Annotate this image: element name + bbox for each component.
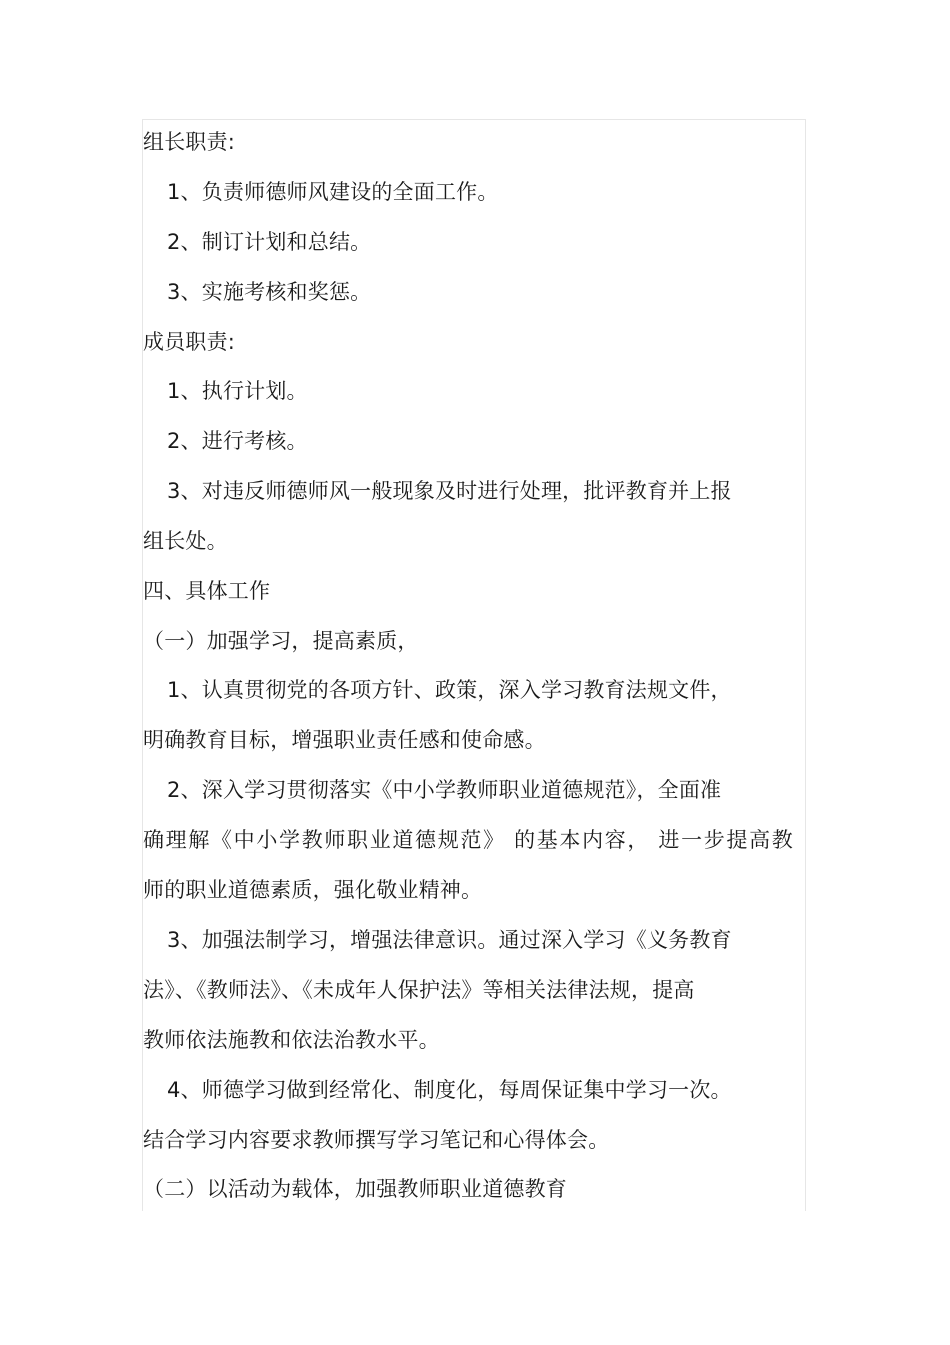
member-duty-3: 3、对违反师德师风一般现象及时进行处理，批评教育并上报 [167,479,732,503]
item-2-cont-2: 师的职业道德素质，强化敬业精神。 [143,878,483,902]
subsection-one-heading: （一）加强学习，提高素质， [143,629,419,653]
member-duty-2: 2、进行考核。 [167,429,308,453]
item-3-cont-2: 教师依法施教和依法治教水平。 [143,1028,440,1052]
member-duty-1: 1、执行计划。 [167,379,308,403]
item-1-cont: 明确教育目标，增强职业责任感和使命感。 [143,728,546,752]
item-4-cont: 结合学习内容要求教师撰写学习笔记和心得体会。 [143,1128,610,1152]
item-1: 1、认真贯彻党的各项方针、政策，深入学习教育法规文件， [167,678,732,702]
item-3-cont-1: 法》、《教师法》、《未成年人保护法》等相关法律法规，提高 [143,978,695,1002]
leader-duty-1: 1、负责师德师风建设的全面工作。 [167,180,499,204]
item-2-cont-1: 确理解《中小学教师职业道德规范》 的基本内容， 进一步提高教 [143,828,793,852]
subsection-two-heading: （二）以活动为载体，加强教师职业道德教育 [143,1177,567,1201]
leader-duty-3: 3、实施考核和奖惩。 [167,280,372,304]
member-duty-3-cont: 组长处。 [143,529,228,553]
member-duties-heading: 成员职责: [143,330,236,354]
section-four-heading: 四、具体工作 [143,579,271,603]
item-3: 3、加强法制学习，增强法律意识。通过深入学习《义务教育 [167,928,732,952]
item-4: 4、师德学习做到经常化、制度化，每周保证集中学习一次。 [167,1078,732,1102]
leader-duty-2: 2、制订计划和总结。 [167,230,372,254]
item-2: 2、深入学习贯彻落实《中小学教师职业道德规范》，全面准 [167,778,722,802]
leader-duties-heading: 组长职责: [143,130,236,154]
